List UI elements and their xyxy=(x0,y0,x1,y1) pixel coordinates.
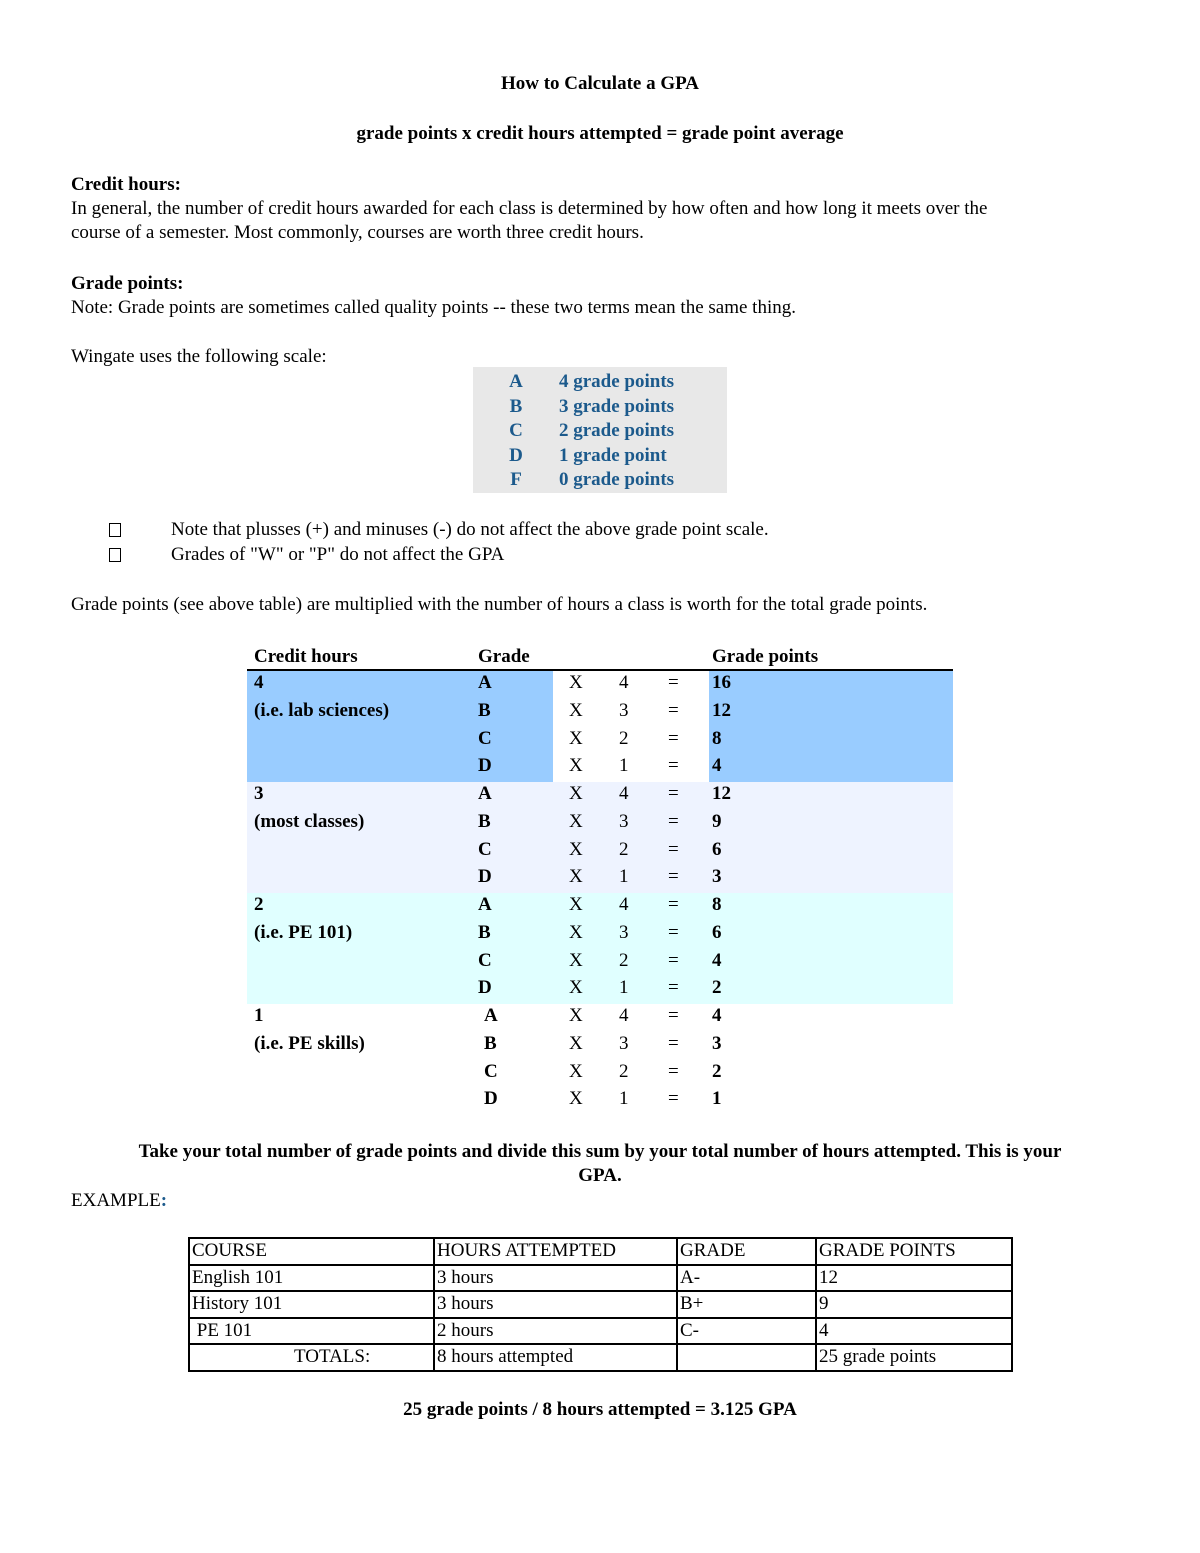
header-course: COURSE xyxy=(189,1238,434,1265)
times-symbol: X xyxy=(569,921,583,943)
example-gpa-table xyxy=(188,1237,1013,1372)
multiplier: 4 xyxy=(619,894,629,915)
cell-total-grade xyxy=(677,1344,816,1371)
group-band-right xyxy=(709,671,953,782)
divide-instruction-line1: Take your total number of grade points and divide this sum by your total number of hours attempted. This is your xyxy=(138,1141,1062,1162)
scale-letter: C xyxy=(509,420,523,441)
grade-points-result: 6 xyxy=(712,838,722,860)
grade-letter: D xyxy=(484,1088,498,1110)
cell-grade: B+ xyxy=(677,1291,816,1318)
grade-letter: D xyxy=(478,755,492,777)
times-symbol: X xyxy=(569,1088,583,1110)
divide-instruction-line2: GPA. xyxy=(578,1165,622,1186)
grade-points-result: 1 xyxy=(712,1088,722,1110)
equals-symbol: = xyxy=(668,699,679,721)
equals-symbol: = xyxy=(668,838,679,860)
cell-course: PE 101 xyxy=(189,1318,434,1345)
cell-points: 12 xyxy=(816,1265,1012,1292)
header-grade-points: Grade points xyxy=(712,646,819,667)
cell-total-points: 25 grade points xyxy=(816,1344,1012,1371)
page-title: How to Calculate a GPA xyxy=(500,73,700,94)
header-grade: GRADE xyxy=(677,1238,816,1265)
equals-symbol: = xyxy=(668,894,679,915)
example-label-text: EXAMPLE xyxy=(71,1190,161,1211)
multiply-intro: Grade points (see above table) are multiplied with the number of hours a class is worth for the total grade points. xyxy=(71,594,928,615)
times-symbol: X xyxy=(569,866,583,888)
grade-points-result: 8 xyxy=(712,727,722,749)
grade-points-result: 16 xyxy=(712,672,731,693)
grade-letter: C xyxy=(484,1060,498,1082)
gpa-formula: grade points x credit hours attempted = grade point average xyxy=(356,123,844,144)
scale-points: 3 grade points xyxy=(559,396,675,417)
equals-symbol: = xyxy=(668,1032,679,1054)
table-header-row xyxy=(189,1238,1012,1265)
credit-hours-text-line2: course of a semester. Most commonly, courses are worth three credit hours. xyxy=(71,222,644,243)
times-symbol: X xyxy=(569,672,583,693)
credit-hours-desc: (i.e. PE skills) xyxy=(254,1032,365,1054)
totals-row xyxy=(189,1344,1012,1371)
equals-symbol: = xyxy=(668,1088,679,1110)
example-colon: : xyxy=(160,1190,168,1211)
group-band-right xyxy=(709,782,953,893)
scale-letter: F xyxy=(510,469,522,490)
scale-points: 2 grade points xyxy=(559,420,675,441)
scale-points: 0 grade points xyxy=(559,469,675,490)
multiplier: 3 xyxy=(619,699,629,721)
group-band-left xyxy=(247,671,553,782)
multiplier: 2 xyxy=(619,727,629,749)
cell-course: English 101 xyxy=(189,1265,434,1292)
grade-letter: B xyxy=(478,810,491,832)
grade-points-result: 2 xyxy=(712,977,722,999)
multiplier: 1 xyxy=(619,866,629,888)
multiplier: 4 xyxy=(619,783,629,804)
credit-hours-heading: Credit hours: xyxy=(71,174,181,195)
grade-points-result: 4 xyxy=(712,1005,722,1026)
grade-scale-box xyxy=(473,367,727,493)
cell-total-hours: 8 hours attempted xyxy=(434,1344,677,1371)
cell-course: History 101 xyxy=(189,1291,434,1318)
bullet-text: Grades of "W" or "P" do not affect the GPA xyxy=(171,544,505,565)
equals-symbol: = xyxy=(668,672,679,693)
times-symbol: X xyxy=(569,755,583,777)
grade-points-result: 9 xyxy=(712,810,722,832)
equals-symbol: = xyxy=(668,977,679,999)
grade-letter: A xyxy=(478,672,492,693)
scale-letter: D xyxy=(509,445,523,466)
equals-symbol: = xyxy=(668,755,679,777)
header-grade: Grade xyxy=(478,646,530,667)
grade-letter: A xyxy=(484,1005,498,1026)
cell-points: 9 xyxy=(816,1291,1012,1318)
scale-letter: A xyxy=(509,371,523,392)
grade-points-result: 12 xyxy=(712,783,731,804)
group-band-left xyxy=(247,893,553,1004)
grade-points-heading: Grade points: xyxy=(71,273,184,294)
grade-points-result: 12 xyxy=(712,699,731,721)
times-symbol: X xyxy=(569,894,583,915)
equals-symbol: = xyxy=(668,1005,679,1026)
scale-row xyxy=(473,419,727,444)
scale-row xyxy=(473,370,727,395)
times-symbol: X xyxy=(569,810,583,832)
grade-letter: C xyxy=(478,838,492,860)
multiplier: 2 xyxy=(619,949,629,971)
grade-letter: C xyxy=(478,727,492,749)
credit-hours-value: 1 xyxy=(254,1005,264,1026)
grade-points-result: 3 xyxy=(712,1032,722,1054)
credit-hours-value: 4 xyxy=(254,672,264,693)
bullet-square-icon xyxy=(109,548,121,562)
grade-letter: D xyxy=(478,866,492,888)
header-grade-points: GRADE POINTS xyxy=(816,1238,1012,1265)
multiplier: 4 xyxy=(619,1005,629,1026)
equals-symbol: = xyxy=(668,1060,679,1082)
scale-intro: Wingate uses the following scale: xyxy=(71,346,327,367)
header-credit-hours: Credit hours xyxy=(254,646,358,667)
times-symbol: X xyxy=(569,1032,583,1054)
times-symbol: X xyxy=(569,1005,583,1026)
cell-totals-label: TOTALS: xyxy=(189,1344,434,1371)
cell-hours: 2 hours xyxy=(434,1318,677,1345)
scale-row xyxy=(473,444,727,469)
cell-grade: A- xyxy=(677,1265,816,1292)
scale-points: 4 grade points xyxy=(559,371,675,392)
bullet-text: Note that plusses (+) and minuses (-) do not affect the above grade point scale. xyxy=(171,519,769,540)
scale-row xyxy=(473,395,727,420)
credit-hours-desc: (i.e. PE 101) xyxy=(254,921,353,943)
grade-points-result: 6 xyxy=(712,921,722,943)
multiplier: 3 xyxy=(619,1032,629,1054)
multiplier: 2 xyxy=(619,838,629,860)
credit-hours-desc: (i.e. lab sciences) xyxy=(254,699,390,721)
times-symbol: X xyxy=(569,783,583,804)
group-band-left xyxy=(247,782,553,893)
grade-letter: C xyxy=(478,949,492,971)
grade-letter: D xyxy=(478,977,492,999)
grade-points-result: 4 xyxy=(712,949,722,971)
equals-symbol: = xyxy=(668,810,679,832)
cell-hours: 3 hours xyxy=(434,1291,677,1318)
table-row xyxy=(189,1291,1012,1318)
bullet-square-icon xyxy=(109,523,121,537)
grade-points-result: 8 xyxy=(712,894,722,915)
grade-letter: B xyxy=(478,699,491,721)
table-row xyxy=(189,1318,1012,1345)
multiplier: 4 xyxy=(619,672,629,693)
scale-letter: B xyxy=(509,396,523,417)
multiplier: 3 xyxy=(619,921,629,943)
times-symbol: X xyxy=(569,727,583,749)
header-hours-attempted: HOURS ATTEMPTED xyxy=(434,1238,677,1265)
grade-letter: A xyxy=(478,783,492,804)
multiplier: 2 xyxy=(619,1060,629,1082)
times-symbol: X xyxy=(569,838,583,860)
multiplier: 1 xyxy=(619,755,629,777)
multiplier: 1 xyxy=(619,1088,629,1110)
grade-letter: A xyxy=(478,894,492,915)
grade-points-result: 4 xyxy=(712,755,722,777)
equals-symbol: = xyxy=(668,866,679,888)
grade-points-note: Note: Grade points are sometimes called quality points -- these two terms mean the same thing. xyxy=(71,297,796,318)
times-symbol: X xyxy=(569,699,583,721)
credit-hours-text-line1: In general, the number of credit hours awarded for each class is determined by how often and how long it meets over the xyxy=(71,198,988,219)
scale-points: 1 grade point xyxy=(559,445,667,466)
multiplier: 1 xyxy=(619,977,629,999)
credit-hours-value: 3 xyxy=(254,783,264,804)
scale-row xyxy=(473,468,727,493)
grade-letter: B xyxy=(484,1032,497,1054)
table-row xyxy=(189,1265,1012,1292)
times-symbol: X xyxy=(569,977,583,999)
cell-hours: 3 hours xyxy=(434,1265,677,1292)
group-band-right xyxy=(709,893,953,1004)
credit-hours-desc: (most classes) xyxy=(254,810,365,832)
times-symbol: X xyxy=(569,949,583,971)
grade-points-result: 2 xyxy=(712,1060,722,1082)
gpa-result: 25 grade points / 8 hours attempted = 3.125 GPA xyxy=(403,1399,797,1420)
times-symbol: X xyxy=(569,1060,583,1082)
cell-points: 4 xyxy=(816,1318,1012,1345)
grade-points-result: 3 xyxy=(712,866,722,888)
equals-symbol: = xyxy=(668,783,679,804)
cell-grade: C- xyxy=(677,1318,816,1345)
credit-hours-value: 2 xyxy=(254,894,264,915)
multiplier: 3 xyxy=(619,810,629,832)
example-label xyxy=(71,1189,167,1213)
grade-letter: B xyxy=(478,921,491,943)
equals-symbol: = xyxy=(668,727,679,749)
equals-symbol: = xyxy=(668,921,679,943)
equals-symbol: = xyxy=(668,949,679,971)
